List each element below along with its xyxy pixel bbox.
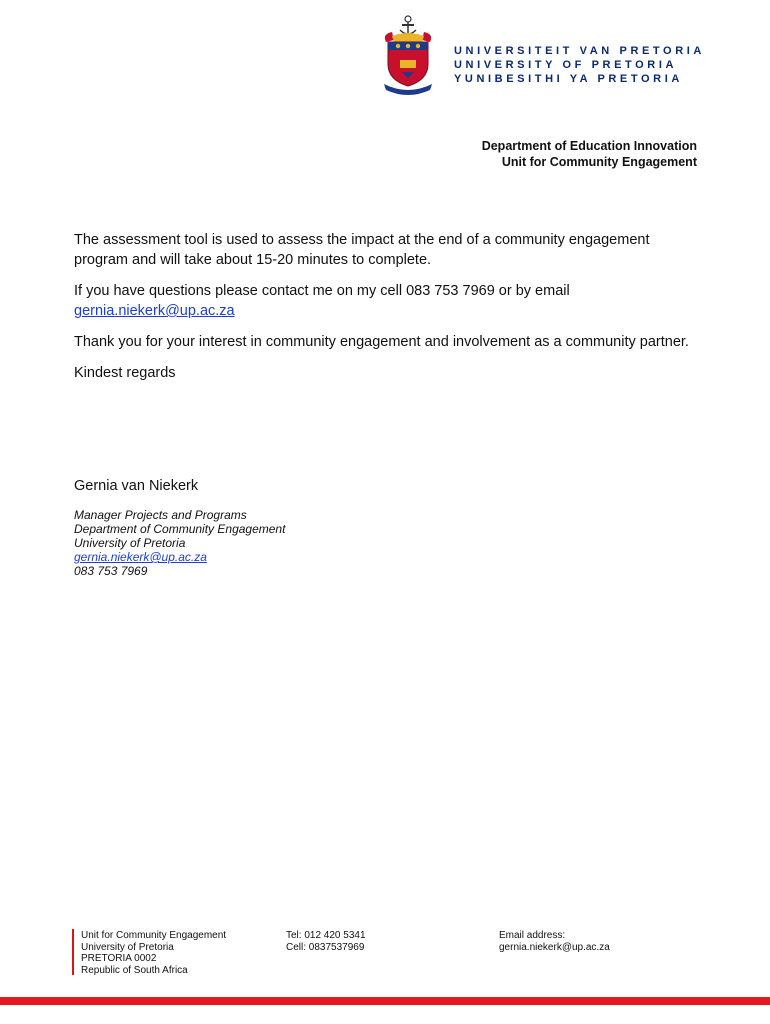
signature-email-link[interactable]: gernia.niekerk@up.ac.za	[74, 550, 207, 564]
paragraph-thanks: Thank you for your interest in community engagement and involvement as a community partner.	[74, 334, 689, 350]
footer-address-line: Unit for Community Engagement	[81, 930, 227, 941]
footer-address-line: University of Pretoria	[81, 941, 174, 953]
signature-block	[74, 508, 285, 578]
paragraph-intro: The assessment tool is used to assess the impact at the end of a community engagement program and will take about 15-20 minutes to complete.	[74, 232, 650, 268]
contact-email-link[interactable]: gernia.niekerk@up.ac.za	[74, 303, 235, 319]
signature-university: University of Pretoria	[74, 536, 186, 550]
bottom-red-rule	[0, 997, 770, 1005]
footer-address	[81, 930, 226, 976]
footer-accent-bar	[72, 929, 74, 975]
unit-name: Unit for Community Engagement	[501, 155, 697, 169]
footer-address-line: PRETORIA 0002	[81, 953, 157, 964]
closing: Kindest regards	[74, 365, 176, 381]
footer-tel: Tel: 012 420 5341	[286, 930, 366, 941]
university-name-english: UNIVERSITY OF PRETORIA	[454, 59, 678, 71]
letter-body	[74, 230, 704, 394]
paragraph-contact	[74, 281, 704, 321]
university-name-afrikaans: UNIVERSITEIT VAN PRETORIA	[454, 45, 705, 57]
signature-department: Department of Community Engagement	[74, 522, 286, 536]
footer-email-value: gernia.niekerk@up.ac.za	[499, 941, 610, 953]
signature-title: Manager Projects and Programs	[74, 508, 247, 522]
university-name-block	[454, 44, 705, 86]
contact-text: If you have questions please contact me on my cell 083 753 7969 or by email	[74, 283, 570, 299]
footer-email	[499, 930, 610, 953]
footer-phone	[286, 930, 366, 953]
university-name-sepedi: YUNIBESITHI YA PRETORIA	[454, 73, 683, 85]
footer-address-line: Republic of South Africa	[81, 964, 188, 976]
signer-name: Gernia van Niekerk	[74, 478, 199, 494]
department-name: Department of Education Innovation	[481, 139, 697, 153]
university-crest-icon	[378, 14, 438, 96]
footer-cell: Cell: 0837537969	[286, 941, 365, 953]
department-heading	[482, 138, 697, 170]
footer-email-label: Email address:	[499, 930, 566, 941]
signature-phone: 083 753 7969	[74, 564, 148, 578]
